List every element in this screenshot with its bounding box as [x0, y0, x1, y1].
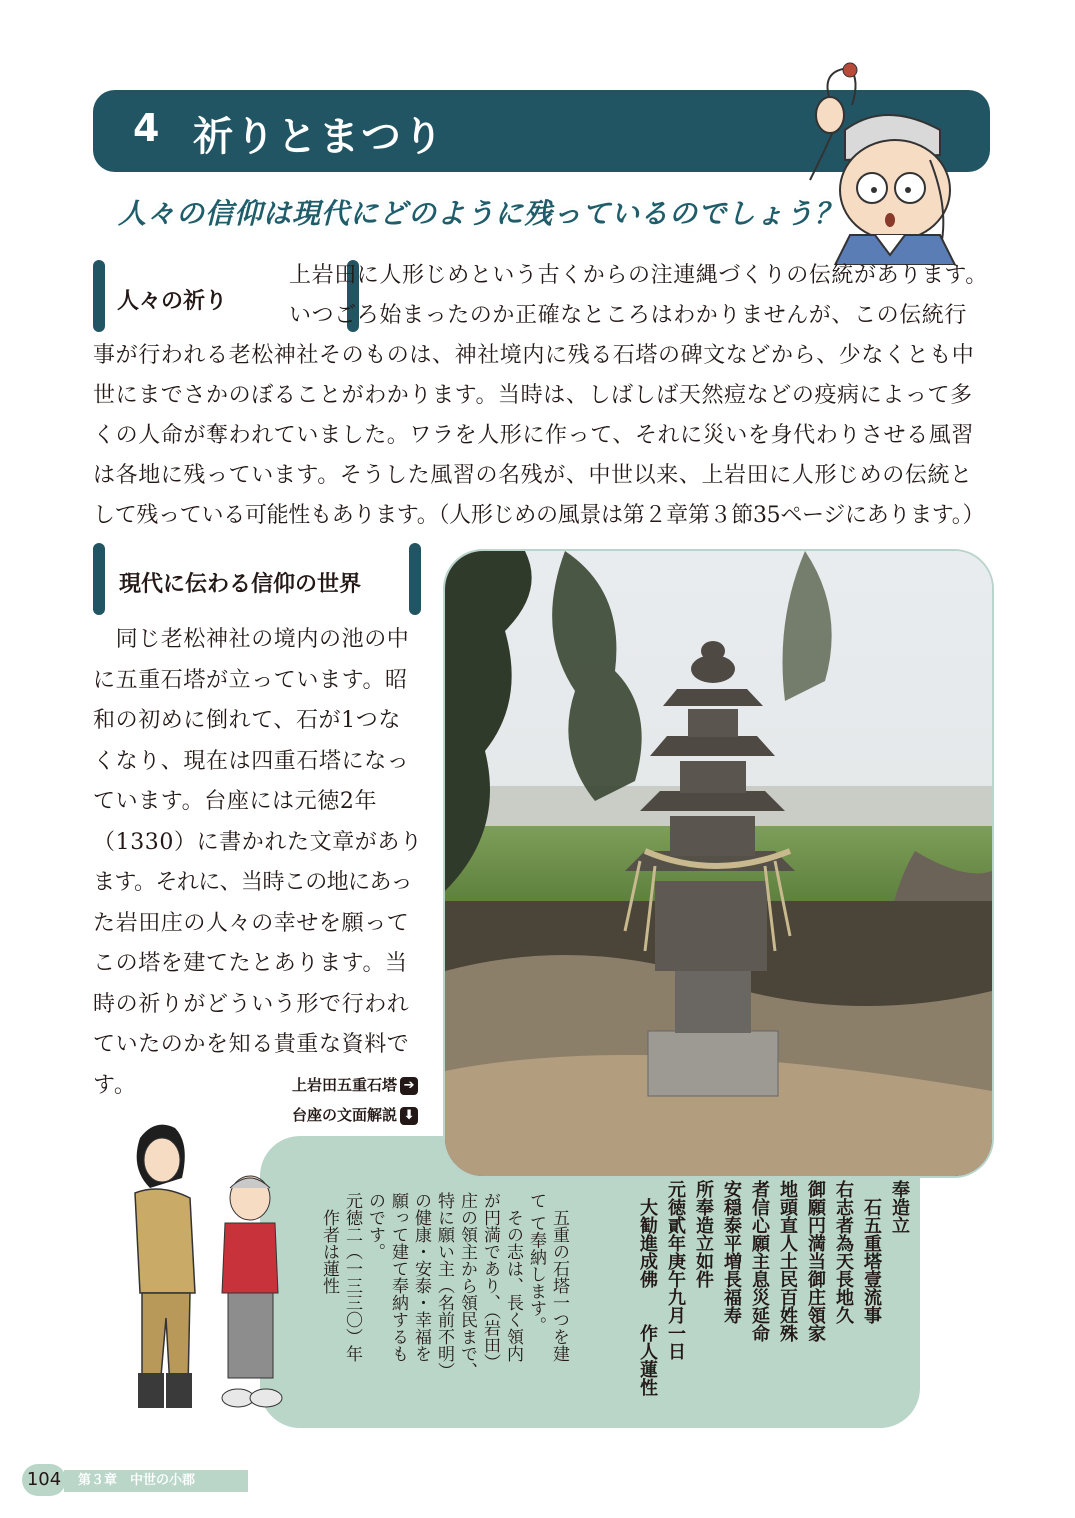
translation-column: 五重の石塔一つを建: [549, 1192, 569, 1362]
text-line: くの人命が奪われていました。ワラを人形に作って、それに災いを身代わりさせる風習: [93, 423, 974, 448]
text-line: 和の初めに倒れて、石が1つな: [93, 708, 401, 733]
cartoon-boy-illustration: [790, 60, 960, 265]
inscription-column: 元徳貳年庚午九月一日: [665, 1180, 686, 1360]
translation-column: 特に願い主（名前不明）: [434, 1192, 454, 1379]
pagoda-image: [445, 551, 992, 1176]
text-line: 時の祈りがどういう形で行われ: [93, 991, 410, 1017]
text-line: す。: [93, 1072, 137, 1098]
inscription-column: 所奉造立如件: [693, 1180, 714, 1288]
section-heading-label: 現代に伝わる信仰の世界: [119, 572, 362, 597]
text-line: ています。台座には元徳2年: [93, 789, 378, 814]
inscription-column: 者信心願主息災延命: [749, 1180, 770, 1342]
text-line: 世にまでさかのぼることがわかります。当時は、しばしば天然痘などの疫病によって多: [93, 383, 973, 408]
translation-column: が円満であり、（岩田）: [480, 1192, 500, 1371]
section2-paragraph: [93, 620, 433, 1106]
text-line: ます。それに、当時この地にあっ: [93, 870, 413, 895]
translation-column: その志は、長く領内: [503, 1192, 523, 1362]
text-line: いつごろ始まったのか正確なところはわかりませんが、この伝統行: [289, 303, 968, 328]
chapter-label: 第３章 中世の小郡: [78, 1473, 196, 1488]
text-line: は各地に残っています。そうした風習の名残が、中世以来、上岩田に人形じめの伝統と: [93, 463, 973, 488]
photo-caption: [292, 1074, 418, 1095]
text-line: ていたのかを知る貴重な資料で: [93, 1032, 410, 1057]
heading-bar-left: [93, 543, 105, 615]
section1-paragraph: [93, 256, 993, 536]
arrow-down-icon: ⬇: [400, 1107, 418, 1125]
section-heading-label: 人々の祈り: [117, 289, 228, 314]
inscription-caption: [292, 1104, 418, 1125]
page-title: 祈りとまつり: [193, 114, 445, 160]
translation-column: て て奉納します。: [526, 1192, 546, 1334]
text-line: この塔を建てたとあります。当: [93, 951, 408, 976]
inscription-column: 安穏泰平増長福寿: [721, 1180, 742, 1324]
heading-bar-right: [409, 543, 421, 615]
stone-pagoda-photo: [443, 549, 994, 1178]
text-line: くなり、現在は四重石塔になっ: [93, 748, 410, 774]
arrow-right-icon: ➔: [400, 1077, 418, 1095]
translation-column: のです。: [365, 1192, 385, 1260]
text-line: 上岩田に人形じめという古くからの注連縄づくりの伝統があります。: [289, 263, 988, 288]
section-number: 4: [133, 106, 160, 150]
photo-caption-text: 上岩田五重石塔: [292, 1076, 398, 1094]
inscription-column: 地頭直人土民百姓殊: [777, 1180, 798, 1342]
inscription-caption-text: 台座の文面解説: [292, 1106, 398, 1124]
translation-column: 願って建て奉納するも: [388, 1192, 408, 1362]
text-line: 事が行われる老松神社そのものは、神社境内に残る石塔の碑文などから、少なくとも中: [93, 343, 975, 368]
text-line: 同じ老松神社の境内の池の中: [93, 627, 410, 652]
inscription-original: [590, 1180, 910, 1420]
inscription-column: 大勧進成佛 作人蓮性: [637, 1180, 658, 1396]
text-line: して残っている可能性もあります。（人形じめの風景は第２章第３節35ページにあります。）: [93, 503, 985, 528]
text-line: （1330）に書かれた文章があり: [93, 829, 423, 855]
translation-column: 元徳二（一三三〇）年: [342, 1192, 362, 1362]
inscription-column: 右志者為天長地久: [833, 1180, 854, 1324]
text-line: に五重石塔が立っています。昭: [93, 667, 408, 693]
page-number: 104: [22, 1464, 66, 1496]
inscription-column: 御願円満当御庄領家: [805, 1180, 826, 1342]
inscription-modern: [310, 1192, 570, 1422]
guiding-question: 人々の信仰は現代にどのように残っているのでしょう？: [118, 197, 844, 230]
translation-column: の健康・安泰・幸福を: [411, 1192, 431, 1362]
inscription-column: 石五重塔壹流事: [861, 1180, 882, 1324]
inscription-column: 奉造立: [889, 1180, 910, 1234]
translation-column: 庄の領主から領民まで、: [457, 1192, 477, 1379]
characters-illustration: [120, 1118, 285, 1418]
section-heading-modern-faith: [93, 543, 423, 615]
text-line: た岩田庄の人々の幸せを願って: [93, 910, 410, 936]
translation-column: 作者は蓮性: [319, 1192, 339, 1294]
